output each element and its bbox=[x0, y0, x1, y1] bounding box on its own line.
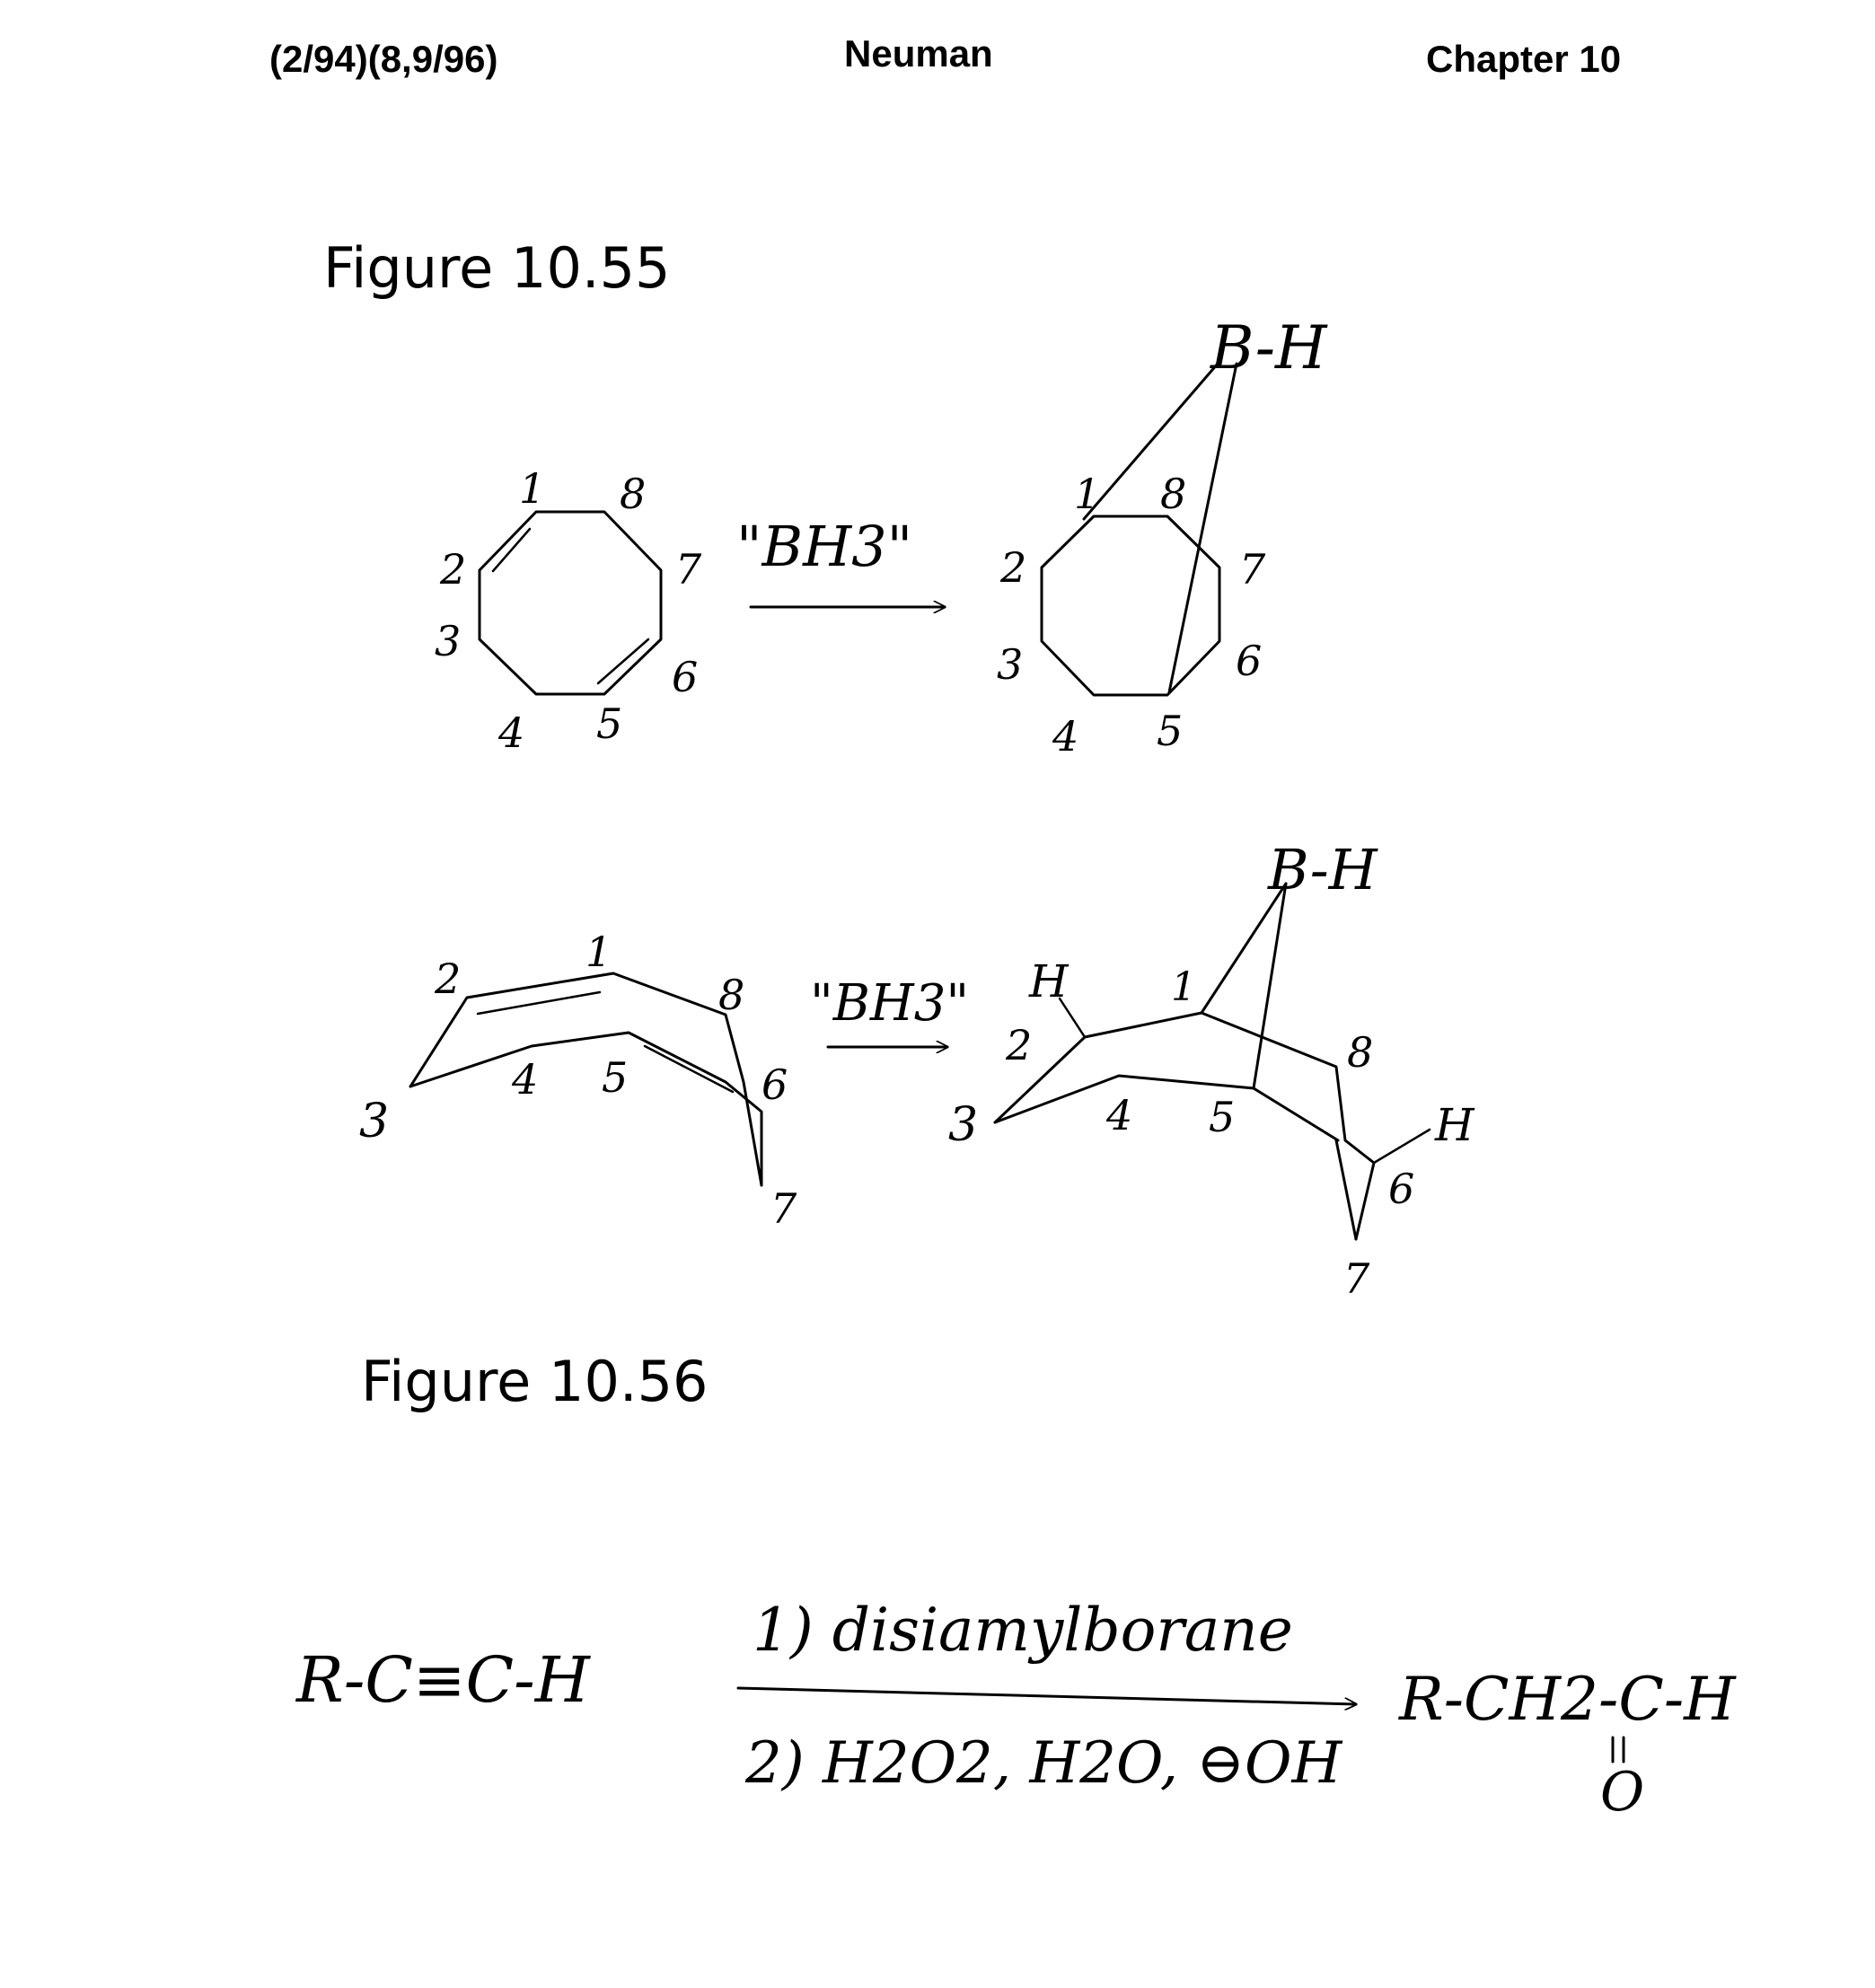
atom-number: 1 bbox=[585, 928, 612, 976]
atom-number: 4 bbox=[498, 708, 525, 757]
aldehyde-product: R-CH2-C-H bbox=[1399, 1665, 1736, 1734]
figure-10-55-title: Figure 10.55 bbox=[323, 235, 671, 301]
figure-10-56-title: Figure 10.56 bbox=[361, 1349, 709, 1414]
atom-number: 2 bbox=[1006, 1021, 1033, 1069]
atom-number: 7 bbox=[770, 1184, 797, 1233]
hydrogen-label: H bbox=[1435, 1099, 1474, 1151]
atom-number: 8 bbox=[718, 971, 745, 1019]
atom-number: 6 bbox=[761, 1060, 788, 1109]
reagent-bh3-label: "BH3" bbox=[736, 514, 913, 579]
atom-number: 3 bbox=[948, 1098, 979, 1152]
hydrogen-label: H bbox=[1029, 955, 1069, 1007]
atom-number: 6 bbox=[1388, 1165, 1415, 1213]
atom-number: 3 bbox=[359, 1095, 390, 1148]
cyclooctadiene-planar bbox=[480, 512, 661, 694]
atom-number: 6 bbox=[672, 653, 699, 701]
reaction-arrow-3 bbox=[738, 1688, 1356, 1704]
atom-number: 8 bbox=[620, 470, 647, 518]
header-author: Neuman bbox=[844, 32, 993, 75]
header-chapter: Chapter 10 bbox=[1426, 38, 1622, 80]
atom-number: 1 bbox=[519, 464, 546, 513]
atom-number: 7 bbox=[1343, 1254, 1370, 1303]
atom-number: 3 bbox=[435, 617, 462, 665]
reagent-step-2: 2) H2O2, H2O, ⊖OH bbox=[745, 1730, 1342, 1797]
atom-number: 2 bbox=[1000, 543, 1027, 592]
atom-number: 5 bbox=[596, 699, 623, 748]
9-bbn-planar-numbers bbox=[997, 470, 1266, 761]
reagent-step-1: 1) disiamylborane bbox=[753, 1596, 1293, 1665]
atom-number: 2 bbox=[435, 954, 462, 1003]
header-dates: (2/94)(8,9/96) bbox=[269, 38, 498, 80]
atom-number: 2 bbox=[440, 545, 467, 594]
atom-number: 1 bbox=[1074, 470, 1101, 518]
boron-hydride-label: B-H bbox=[1210, 313, 1327, 383]
atom-number: 5 bbox=[602, 1053, 629, 1102]
atom-number: 7 bbox=[675, 545, 702, 594]
atom-number: 4 bbox=[1052, 712, 1079, 761]
atom-number: 5 bbox=[1157, 707, 1184, 755]
cyclooctadiene-tub-numbers bbox=[359, 928, 797, 1233]
atom-number: 3 bbox=[997, 640, 1024, 689]
atom-number: 8 bbox=[1160, 470, 1187, 518]
atom-number: 1 bbox=[1171, 964, 1196, 1010]
atom-number: 5 bbox=[1209, 1093, 1236, 1141]
boron-hydride-label: B-H bbox=[1268, 837, 1378, 902]
atom-number: 7 bbox=[1239, 545, 1266, 594]
atom-number: 8 bbox=[1347, 1028, 1374, 1077]
atom-number: 4 bbox=[512, 1055, 539, 1104]
9-bbn-planar bbox=[1042, 364, 1237, 695]
cyclooctadiene-tub bbox=[410, 973, 761, 1185]
reagent-bh3-label: "BH3" bbox=[810, 974, 970, 1033]
alkyne-reactant: R-C≡C-H bbox=[296, 1643, 590, 1717]
atom-number: 4 bbox=[1106, 1091, 1133, 1139]
atom-number: 6 bbox=[1236, 637, 1263, 685]
carbonyl-oxygen: O bbox=[1600, 1761, 1645, 1824]
